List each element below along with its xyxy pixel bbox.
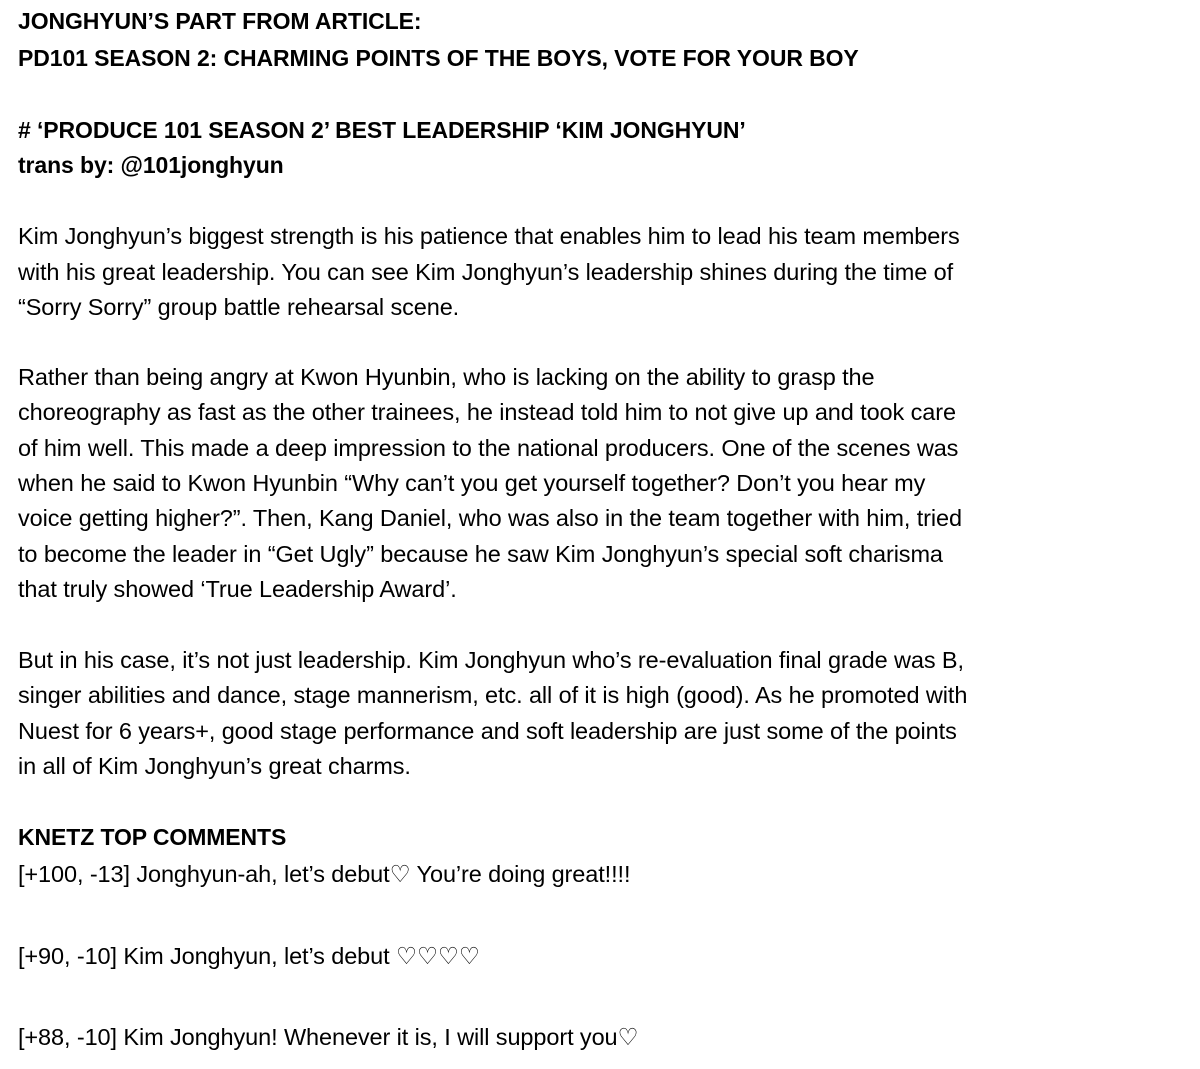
- document-title-line-1: JONGHYUN’S PART FROM ARTICLE:: [18, 8, 422, 34]
- paragraph-line: voice getting higher?”. Then, Kang Daniel, who was also in the team together with him, tried: [18, 505, 962, 531]
- paragraph-line: But in his case, it’s not just leadership. Kim Jonghyun who’s re-evaluation final grade was B,: [18, 647, 964, 673]
- paragraph-line: Nuest for 6 years+, good stage performance and soft leadership are just some of the points: [18, 718, 957, 744]
- paragraph-line: choreography as fast as the other trainees, he instead told him to not give up and took care: [18, 399, 956, 425]
- document-title-line-2: PD101 SEASON 2: CHARMING POINTS OF THE BOYS, VOTE FOR YOUR BOY: [18, 45, 859, 71]
- paragraph-line: singer abilities and dance, stage mannerism, etc. all of it is high (good). As he promoted with: [18, 682, 968, 708]
- paragraph-line: when he said to Kwon Hyunbin “Why can’t you get yourself together? Don’t you hear my: [18, 470, 926, 496]
- paragraph-line: Kim Jonghyun’s biggest strength is his patience that enables him to lead his team members: [18, 223, 960, 249]
- comment-item: [+100, -13] Jonghyun-ah, let’s debut♡ You’re doing great!!!!: [18, 861, 631, 887]
- paragraph-line: of him well. This made a deep impression to the national producers. One of the scenes was: [18, 435, 959, 461]
- comments-heading: KNETZ TOP COMMENTS: [18, 824, 287, 850]
- paragraph-line: Rather than being angry at Kwon Hyunbin, who is lacking on the ability to grasp the: [18, 364, 875, 390]
- paragraph-line: with his great leadership. You can see Kim Jonghyun’s leadership shines during the time of: [18, 259, 954, 285]
- paragraph-line: that truly showed ‘True Leadership Award’.: [18, 576, 457, 602]
- paragraph-line: in all of Kim Jonghyun’s great charms.: [18, 753, 411, 779]
- section-heading: # ‘PRODUCE 101 SEASON 2’ BEST LEADERSHIP ‘KIM JONGHYUN’: [18, 117, 746, 143]
- translator-credit: trans by: @101jonghyun: [18, 152, 284, 178]
- comment-item: [+90, -10] Kim Jonghyun, let’s debut ♡♡♡♡: [18, 943, 480, 969]
- paragraph-line: to become the leader in “Get Ugly” because he saw Kim Jonghyun’s special soft charisma: [18, 541, 943, 567]
- comment-item: [+88, -10] Kim Jonghyun! Whenever it is, I will support you♡: [18, 1024, 639, 1050]
- paragraph-line: “Sorry Sorry” group battle rehearsal scene.: [18, 294, 460, 320]
